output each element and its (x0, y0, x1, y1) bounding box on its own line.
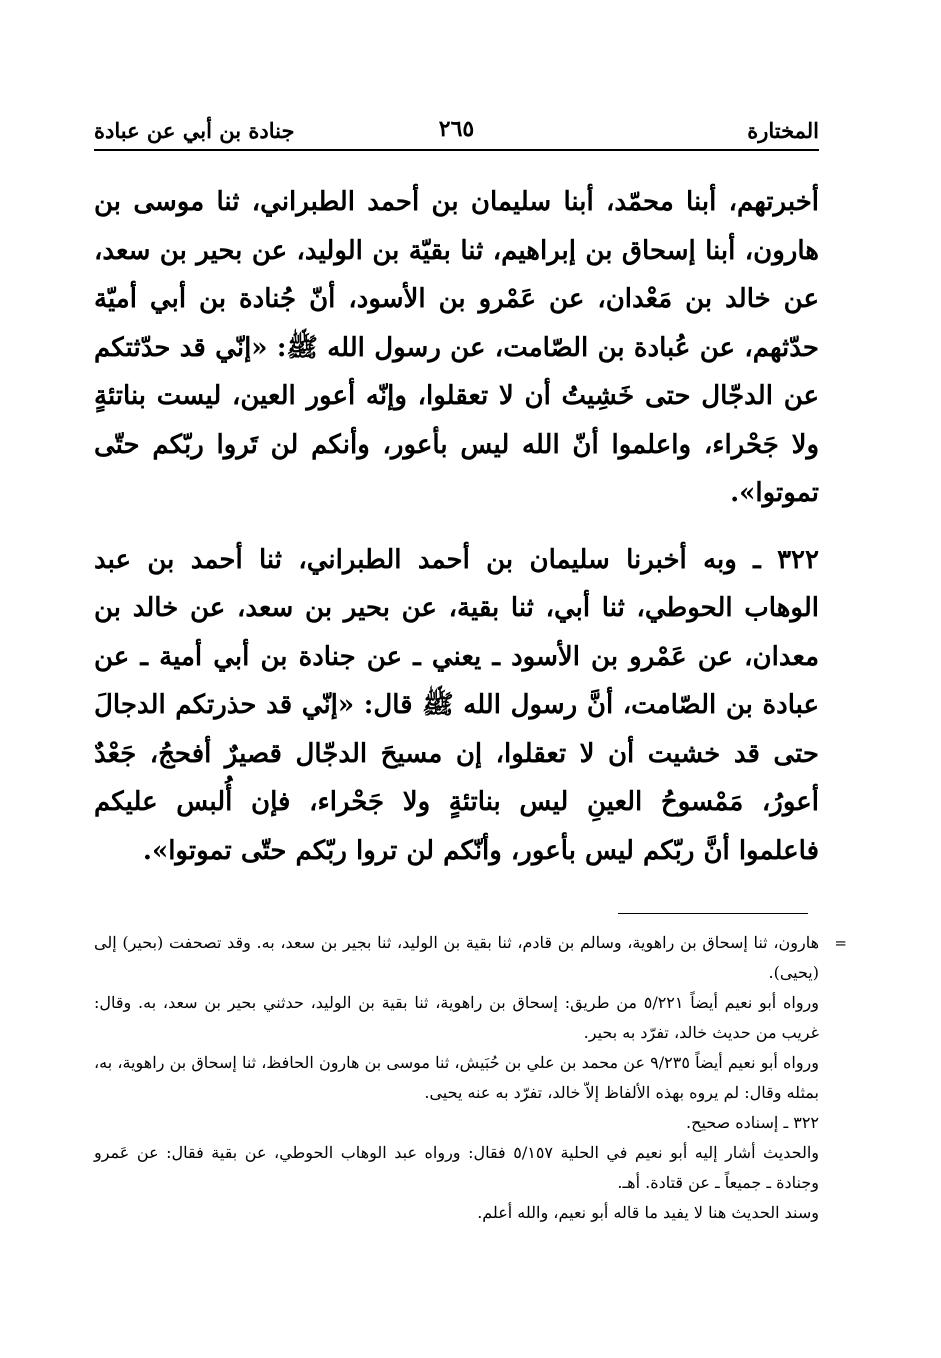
chapter-title: جنادة بن أبي عن عبادة (94, 118, 295, 143)
footnote-continuation (94, 928, 847, 1108)
footnote-line: ورواه أبو نعيم أيضاً ٩/٢٣٥ عن محمد بن علي بن حُبَيش، ثنا موسى بن هارون الحافظ، ثنا إسحاق بن راهوية، به، بمثله وقال: لم يروه بهذه الألفاظ إلاّ خالد، تفرّد به عنه يحيى. (94, 1053, 820, 1102)
footnote-line: ورواه أبو نعيم أيضاً ٥/٢٢١ من طريق: إسحاق بن راهوية، ثنا بقية بن الوليد، حدثني بحير بن سعد، به. وقال: غريب من حديث خالد، تفرّد به بحير. (94, 993, 819, 1042)
footnote-line: والحديث أشار إليه أبو نعيم في الحلية ٥/١٥٧ فقال: ورواه عبد الوهاب الحوطي، عن بقية فقال: عن عَمرو وجنادة ـ جميعاً ـ عن قتادة. أهـ. (94, 1143, 819, 1192)
header-rule (94, 149, 819, 151)
footnote-line: هارون، ثنا إسحاق بن راهوية، وسالم بن قادم، ثنا بقية بن الوليد، ثنا بجير بن سعد، به. وقد تصحفت (بحير) إلى (يحيى). (94, 933, 819, 982)
footnote-separator (618, 913, 808, 914)
footnotes (94, 928, 847, 1228)
main-text (94, 178, 819, 875)
footnote-line: وسند الحديث هنا لا يفيد ما قاله أبو نعيم، والله أعلم. (477, 1203, 819, 1222)
footnote-line: ٣٢٢ ـ إسناده صحيح. (686, 1113, 819, 1132)
page-number: ٢٦٥ (438, 116, 475, 142)
running-header (94, 112, 819, 150)
continuation-marker: = (834, 934, 847, 952)
book-title: المختارة (747, 118, 819, 143)
paragraph-hadith-322: ٣٢٢ ـ وبه أخبرنا سليمان بن أحمد الطبراني، ثنا أحمد بن عبد الوهاب الحوطي، ثنا أبي، ثنا بقية، عن بحير بن سعد، عن خالد بن معدان، عن عَمْرو بن الأسود ـ يعني ـ عن جنادة بن أبي أمية ـ عن عبادة بن الصّامت، أنَّ رسول الله ﷺ قال: «إنّي قد حذرتكم الدجالَ حتى قد خشيت أن لا تعقلوا، إن مسيحَ الدجّال قصيرٌ أفحجُ، جَعْدٌ أعورُ، مَمْسوحُ العينِ ليس بناتئةٍ ولا جَحْراء، فإن أُلبس عليكم فاعلموا أنَّ ربّكم ليس بأعور، وأنّكم لن تروا ربّكم حتّى تموتوا». (94, 544, 819, 866)
paragraph-continuation: أخبرتهم، أبنا محمّد، أبنا سليمان بن أحمد الطبراني، ثنا موسى بن هارون، أبنا إسحاق بن إبراهيم، ثنا بقيّة بن الوليد، عن بحير بن سعد، عن خالد بن مَعْدان، عن عَمْرو بن الأسود، أنّ جُنادة بن أبي أميّة حدّثهم، عن عُبادة بن الصّامت، عن رسول الله ﷺ: «إنّي قد حدّثتكم عن الدجّال حتى خَشِيتُ أن لا تعقلوا، وإنّه أعور العين، ليست بناتئةٍ ولا جَحْراء، واعلموا أنّ الله ليس بأعور، وأنكم لن تَروا ربّكم حتّى تموتوا». (94, 187, 819, 508)
footnote-322 (94, 1108, 819, 1228)
